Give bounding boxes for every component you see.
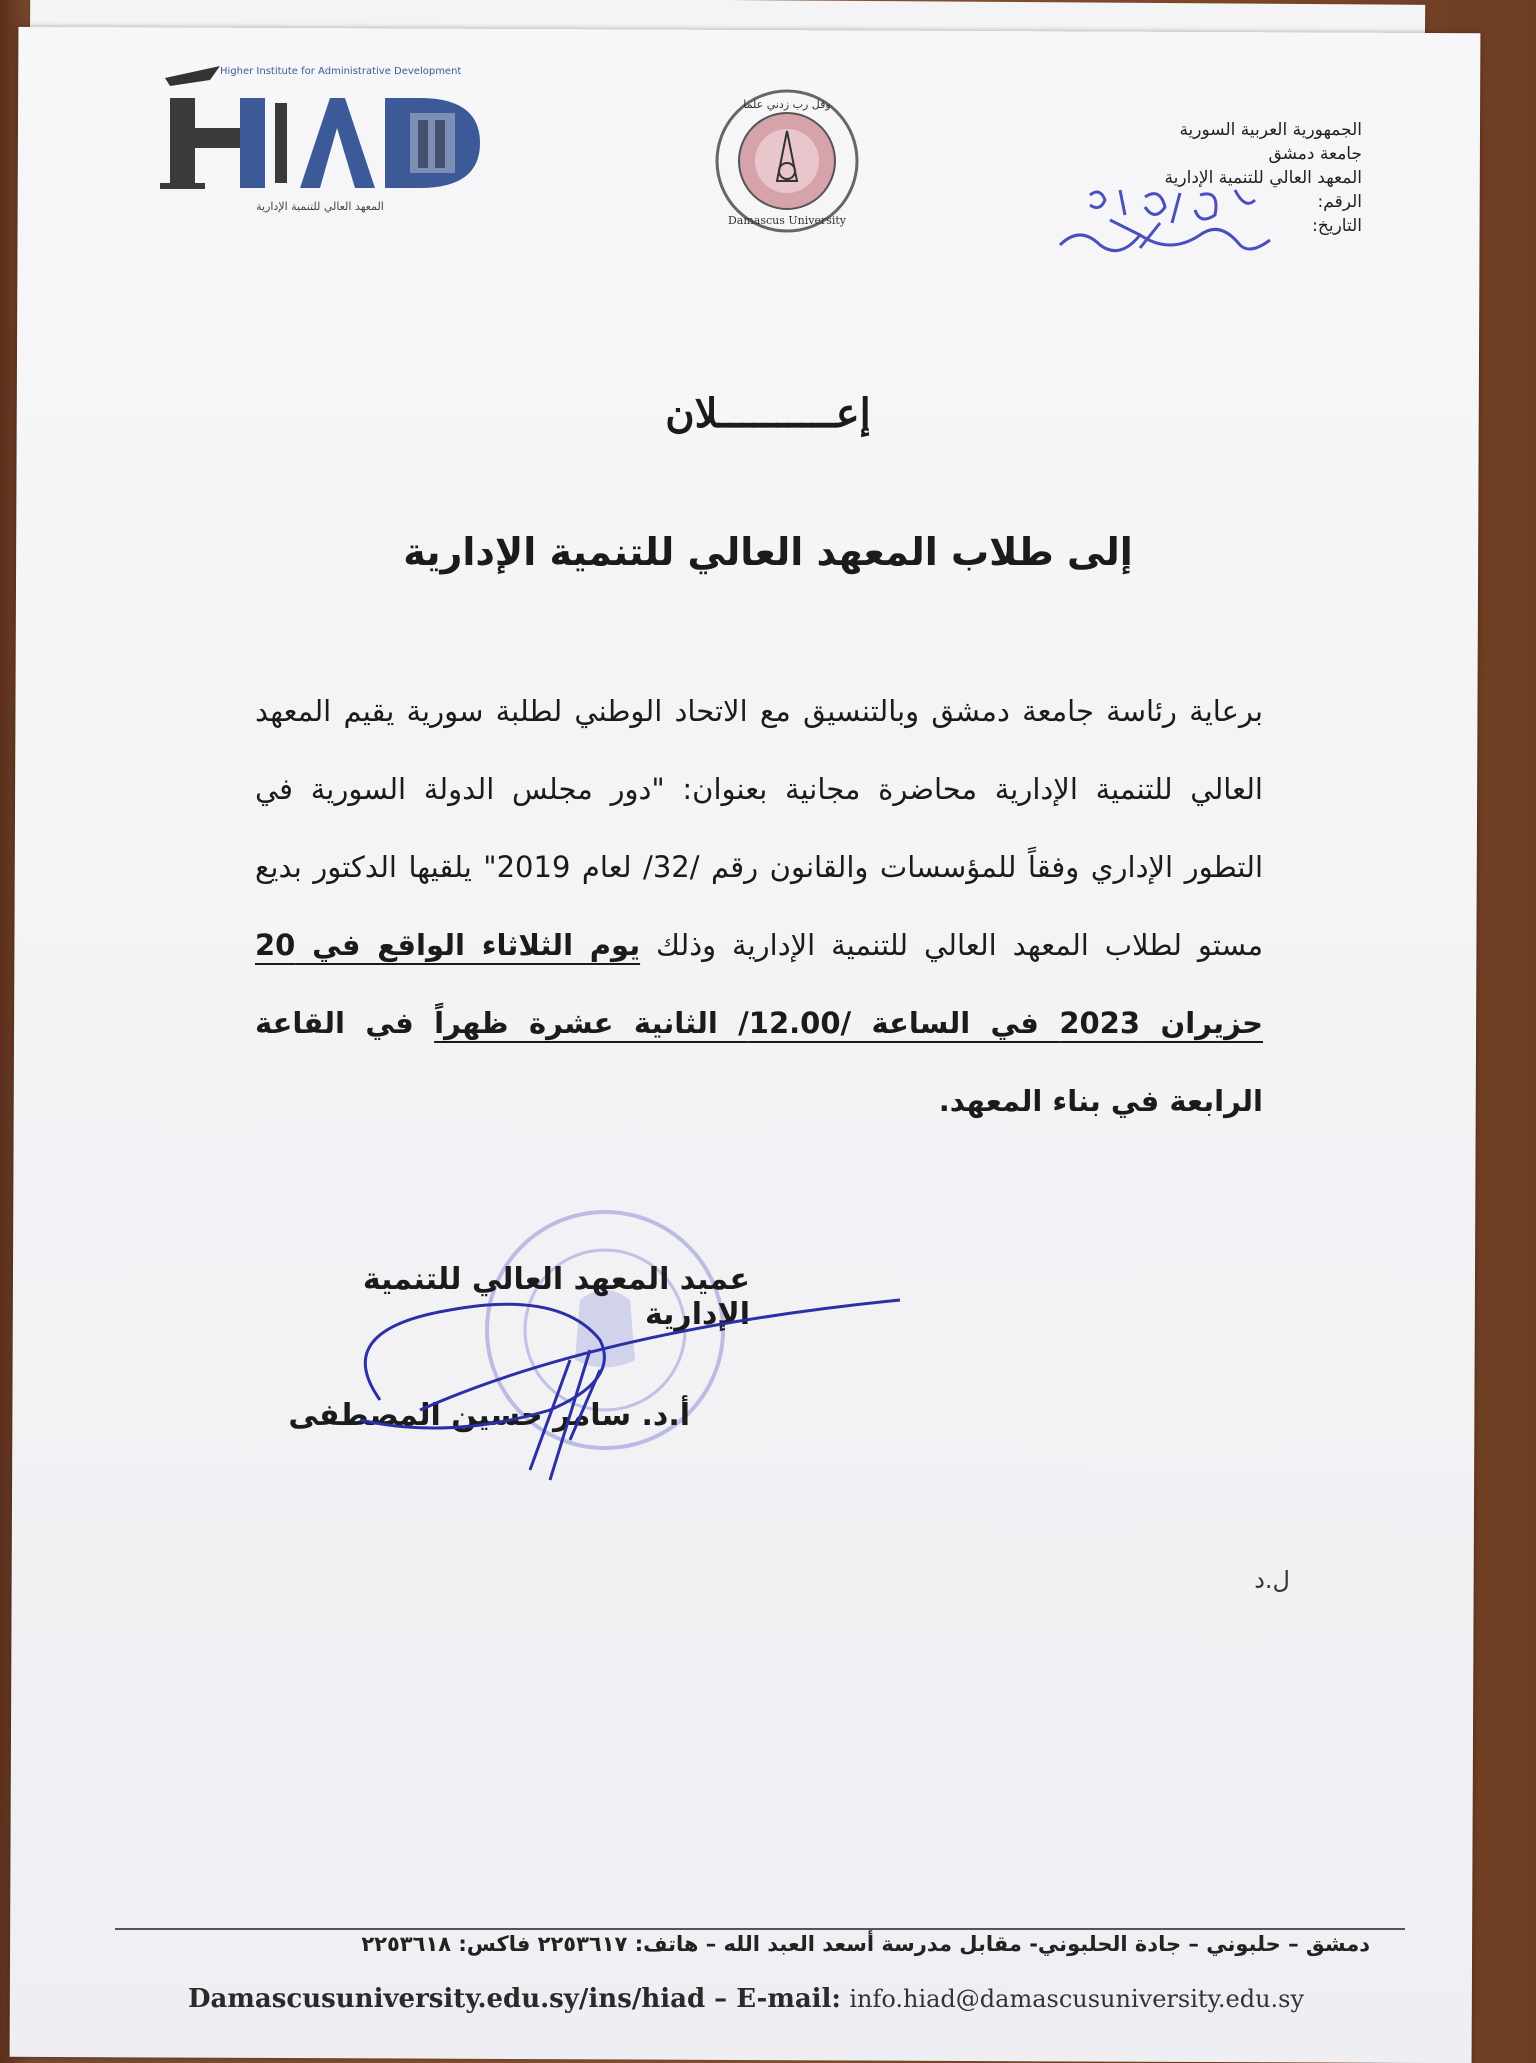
announcement-recipients: إلى طلاب المعهد العالي للتنمية الإدارية: [403, 530, 1133, 574]
typist-initials: ل.د: [1254, 1566, 1290, 1594]
seal-motto: وقل رب زدني علما: [743, 98, 831, 111]
damascus-university-seal: [712, 86, 862, 236]
footer-email[interactable]: info.hiad@damascusuniversity.edu.sy: [849, 1985, 1305, 2013]
handwritten-reference: [1050, 175, 1290, 275]
footer-divider: [115, 1928, 1405, 1930]
announcement-body: [255, 672, 1263, 1140]
letterhead-institute: المعهد العالي للتنمية الإدارية: [1164, 168, 1362, 188]
footer-address: دمشق – حلبوني – جادة الحلبوني- مقابل مدرسة أسعد العبد الله – هاتف: ٢٢٥٣٦١٧ فاكس: ٢٢٥٣٦١٨: [361, 1932, 1370, 1956]
letterhead-university: جامعة دمشق: [1268, 144, 1362, 164]
hiad-logo: [160, 58, 500, 228]
letterhead-country: الجمهورية العربية السورية: [1179, 120, 1362, 140]
logo-tagline-en: Higher Institute for Administrative Development: [220, 66, 462, 77]
logo-tagline-ar: المعهد العالي للتنمية الإدارية: [256, 200, 384, 213]
handwritten-signature: [300, 1270, 920, 1490]
seal-name: Damascus University: [727, 214, 847, 227]
body-date-time: يوم الثلاثاء الواقع في 20 حزيران 2023 في الساعة /12.00/ الثانية عشرة ظهراً: [255, 928, 1264, 1040]
reference-number-label: الرقم:: [1317, 192, 1362, 212]
date-label: التاريخ:: [1312, 216, 1362, 236]
body-location: في القاعة الرابعة في بناء المعهد.: [255, 1006, 1263, 1118]
body-intro: برعاية رئاسة جامعة دمشق وبالتنسيق مع الاتحاد الوطني لطلبة سورية يقيم المعهد العالي للتنمية الإدارية محاضرة مجانية بعنوان: "دور مجلس الدولة السورية في التطور الإداري وفقاً للمؤسسات والقانون رقم /32/ لعام 2019" يلقيها الدكتور بديع مستو لطلاب المعهد العالي للتنمية الإدارية وذلك: [255, 694, 1264, 962]
dean-name: أ.د. سامر حسين المصطفى: [288, 1398, 690, 1433]
dean-title: عميد المعهد العالي للتنمية الإدارية: [362, 1262, 750, 1332]
footer-website[interactable]: Damascusuniversity.edu.sy/ins/hiad – E-mail:: [188, 1984, 842, 2014]
announcement-title: إعــــــــــلان: [665, 390, 871, 437]
footer-contact: [188, 1984, 1368, 2014]
